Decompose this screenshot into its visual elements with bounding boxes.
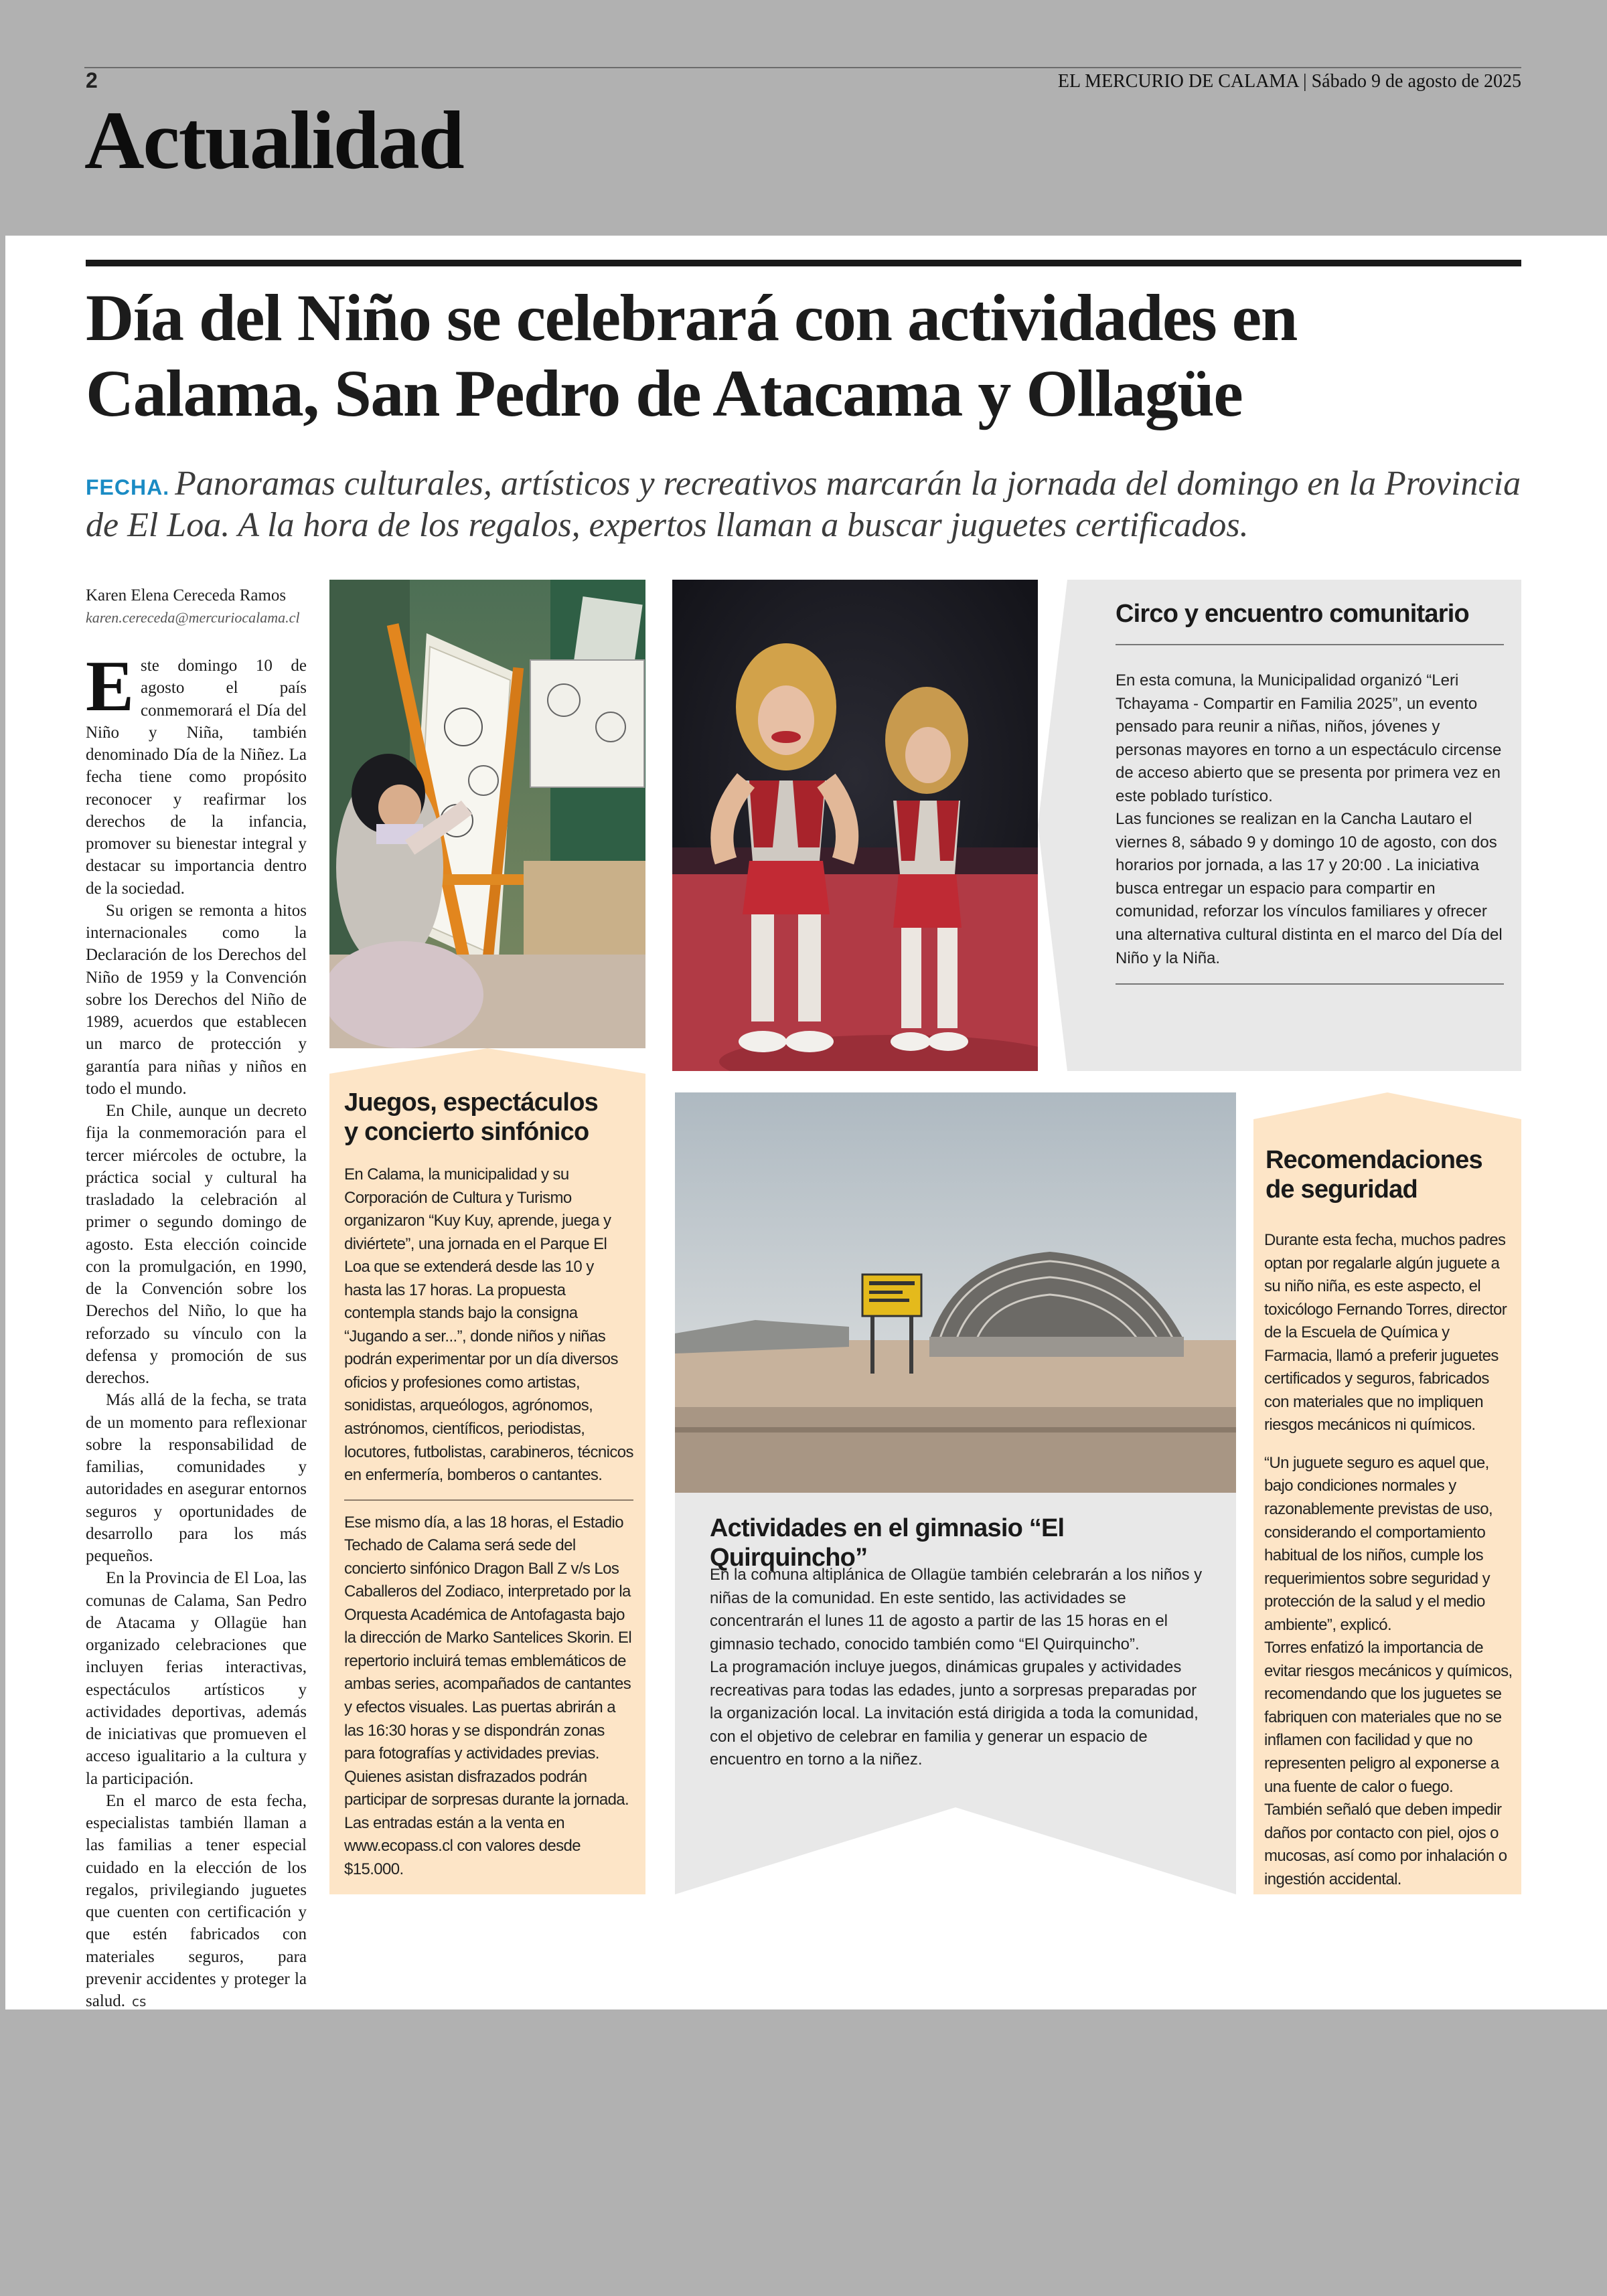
body-paragraph bbox=[86, 1790, 307, 2013]
box-seguridad-notch bbox=[1387, 1092, 1521, 1119]
box-seguridad-notch bbox=[1253, 1092, 1387, 1119]
body-paragraph-text: ste domingo 10 de agosto el país conmemorará el Día del Niño y Niña, también denominado Día de la Niñez. La fecha tiene como propósito reconocer y reafirmar los derechos de la infancia, promover su bienestar integral y destacar su importancia dentro de la sociedad. bbox=[86, 657, 307, 898]
kicker: FECHA. bbox=[86, 475, 170, 499]
box-end-rule bbox=[1116, 983, 1504, 985]
title-line: de seguridad bbox=[1266, 1175, 1418, 1204]
photo-circus bbox=[672, 580, 1038, 1071]
box-juegos-title bbox=[344, 1088, 639, 1147]
box-paragraph: En la comuna altiplánica de Ollagüe también celebrarán a los niños y niñas de la comunidad. En este sentido, las actividades se concentrarán el lunes 11 de agosto a partir de las 15 horas en el gimnasio techado, conocido también como “El Quirquincho”. bbox=[710, 1566, 1203, 1653]
headline-line: Día del Niño se celebrará con actividades en bbox=[86, 280, 1297, 355]
gimnasio-image bbox=[675, 1092, 1236, 1493]
box-juegos-notch bbox=[487, 1048, 645, 1074]
headline bbox=[86, 280, 1525, 431]
photo-gimnasio bbox=[675, 1092, 1236, 1493]
issue-date: Sábado 9 de agosto de 2025 bbox=[1311, 71, 1521, 92]
article-body bbox=[86, 647, 307, 2012]
body-paragraph: Más allá de la fecha, se trata de un momento para reflexionar sobre la responsabilidad de familias, comunidades y autoridades en asegurar entornos seguros y oportunidades de desarrollo para los más pequeños. bbox=[86, 1391, 307, 1565]
deck bbox=[86, 463, 1525, 547]
box-divider bbox=[344, 1499, 633, 1501]
box-circo-title-rule bbox=[1116, 644, 1504, 645]
box-circo-notch bbox=[1038, 825, 1067, 1071]
box-juegos-text bbox=[344, 1163, 633, 1881]
title-line: Recomendaciones bbox=[1266, 1146, 1482, 1174]
box-seguridad-text bbox=[1264, 1229, 1513, 1891]
deck-text: Panoramas culturales, artísticos y recreativos marcarán la jornada del domingo en la Provincia de El Loa. A la hora de los regalos, expertos llaman a buscar juguetes certificados. bbox=[86, 465, 1521, 545]
box-paragraph: “Un juguete seguro es aquel que, bajo condiciones normales y razonablemente previstas de uso, considerando el comportamiento habitual de los niños, cumple los requerimientos sobre seguridad y protección de la salud y el medio ambiente”, explicó. bbox=[1264, 1453, 1493, 1634]
box-seguridad-title bbox=[1266, 1146, 1515, 1204]
drop-cap: E bbox=[86, 647, 135, 726]
masthead-separator: | bbox=[1298, 71, 1312, 92]
author-email: karen.cereceda@mercuriocalama.cl bbox=[86, 609, 300, 626]
header-rule bbox=[84, 67, 1521, 68]
body-paragraph bbox=[86, 647, 307, 900]
box-paragraph: Ese mismo día, a las 18 horas, el Estadio Techado de Calama será sede del concierto sinfónico Dragon Ball Z v/s Los Caballeros del Zodiaco, interpretado por la Orquesta Académica de Antofagasta bajo la dirección de Marko Santelices Skorin. El repertorio incluirá temas emblemáticos de ambas series, acompañados de cantantes y efectos visuales. Las puertas abrirán a las 16:30 horas y se dispondrán zonas para fotografías y actividades previas. Quienes asistan disfrazados podrán participar de sorpresas durante la jornada. Las entradas están a la venta en www.ecopass.cl con valores desde $15.000. bbox=[344, 1513, 632, 1878]
box-gimnasio-point bbox=[955, 1807, 1236, 1894]
box-paragraph: En Calama, la municipalidad y su Corporación de Cultura y Turismo organizaron “Kuy Kuy, aprende, juega y diviértete”, una jornada en el Parque El Loa que se extenderá desde las 10 y hasta las 17 horas. La propuesta contempla stands bajo la consigna “Jugando a ser...”, donde niños y niñas podrán experimentar por un día diversos oficios y profesiones como artistas, sonidistas, arqueólogos, agrónomos, astrónomos, científicos, periodistas, locutores, futbolistas, carabineros, técnicos en enfermería, bomberos o cantantes. bbox=[344, 1165, 633, 1485]
headline-rule bbox=[86, 260, 1521, 266]
circus-image bbox=[672, 580, 1038, 1071]
child-painting-image bbox=[329, 580, 645, 1048]
body-paragraph: En la Provincia de El Loa, las comunas de Calama, San Pedro de Atacama y Ollagüe han organizado celebraciones que incluyen ferias interactivas, espectáculos artísticos y actividades deportivas, además de iniciativas que promueven el acceso igualitario a la cultura y la participación. bbox=[86, 1569, 307, 1788]
box-gimnasio-text bbox=[710, 1564, 1205, 1772]
box-circo-notch bbox=[1038, 580, 1067, 825]
box-paragraph: En esta comuna, la Municipalidad organizó “Leri Tchayama - Compartir en Familia 2025”, un evento pensado para reunir a niñas, niños, jóvenes y personas mayores en torno a un espectáculo circense de acceso abierto que se presenta por primera vez en este poblado turístico. bbox=[1116, 671, 1502, 805]
headline-line: Calama, San Pedro de Atacama y Ollagüe bbox=[86, 356, 1243, 430]
body-paragraph-text: En el marco de esta fecha, especialistas también llaman a las familias a tener especial cuidado en la elección de los regalos, privilegiando juguetes que cuenten con certificación y que estén fabricados con materiales seguros, para prevenir accidentes y proteger la salud. bbox=[86, 1791, 307, 2010]
title-line: y concierto sinfónico bbox=[344, 1117, 589, 1146]
body-paragraph: En Chile, aunque un decreto fija la conmemoración para el tercer miércoles de octubre, la práctica social y cultural ha trasladado la celebración al primer o segundo domingo de agosto. Esta elección coincide con la promulgación, en 1990, de la Convención sobre los Derechos del Niño, lo que ha reforzado su vínculo con la defensa y promoción de sus derechos. bbox=[86, 1102, 307, 1387]
box-gimnasio-point bbox=[675, 1807, 955, 1894]
box-paragraph: La programación incluye juegos, dinámicas grupales y actividades recreativas para todas las edades, junto a sorpresas preparadas por la organización local. La invitación está dirigida a toda la comunidad, con el objetivo de celebrar en familia y generar un espacio de encuentro en torno a la niñez. bbox=[710, 1658, 1199, 1769]
body-paragraph: Su origen se remonta a hitos internacionales como la Declaración de los Derechos del Niño de 1959 y la Convención sobre los Derechos del Niño de 1989, acuerdos que establecen un marco de protección y garantía para niñas y niños en todo el mundo. bbox=[86, 901, 307, 1098]
photo-child-painting bbox=[329, 580, 645, 1048]
box-paragraph: Torres enfatizó la importancia de evitar riesgos mecánicos y químicos, recomendando que los juguetes se fabriquen con materiales que no se inflamen con facilidad y que no representen peligro al exponerse a una fuente de calor o fuego. También señaló que deben impedir daños por contacto con piel, ojos o mucosas, así como por inhalación o ingestión accidental. bbox=[1264, 1639, 1513, 1888]
page-number: 2 bbox=[86, 68, 98, 92]
masthead bbox=[1058, 71, 1521, 92]
title-line: Juegos, espectáculos bbox=[344, 1088, 598, 1117]
box-circo-title: Circo y encuentro comunitario bbox=[1116, 600, 1469, 628]
box-juegos-notch bbox=[329, 1048, 487, 1074]
author: Karen Elena Cereceda Ramos bbox=[86, 586, 287, 604]
section-title: Actualidad bbox=[84, 94, 463, 186]
publication-name: EL MERCURIO DE CALAMA bbox=[1057, 71, 1298, 92]
box-paragraph: Las funciones se realizan en la Cancha Lautaro el viernes 8, sábado 9 y domingo 10 de agosto, con dos horarios por jornada, a las 17 y 20:00 . La iniciativa busca entregar un espacio para compartir en comunidad, reforzar los vínculos familiares y ofrecer una alternativa cultural distinta en el marco del Día del Niño y la Niña. bbox=[1116, 810, 1503, 967]
end-mark: cs bbox=[132, 1993, 147, 2010]
box-gimnasio-title: Actividades en el gimnasio “El Quirquincho” bbox=[710, 1514, 1065, 1572]
box-circo-text bbox=[1116, 669, 1504, 985]
box-paragraph: Durante esta fecha, muchos padres optan por regalarle algún juguete a su niño niña, es este aspecto, el toxicólogo Fernando Torres, director de la Escuela de Química y Farmacia, llamó a preferir juguetes certificados y seguros, fabricados con materiales que no impliquen riesgos mecánicos ni químicos. bbox=[1264, 1231, 1507, 1434]
